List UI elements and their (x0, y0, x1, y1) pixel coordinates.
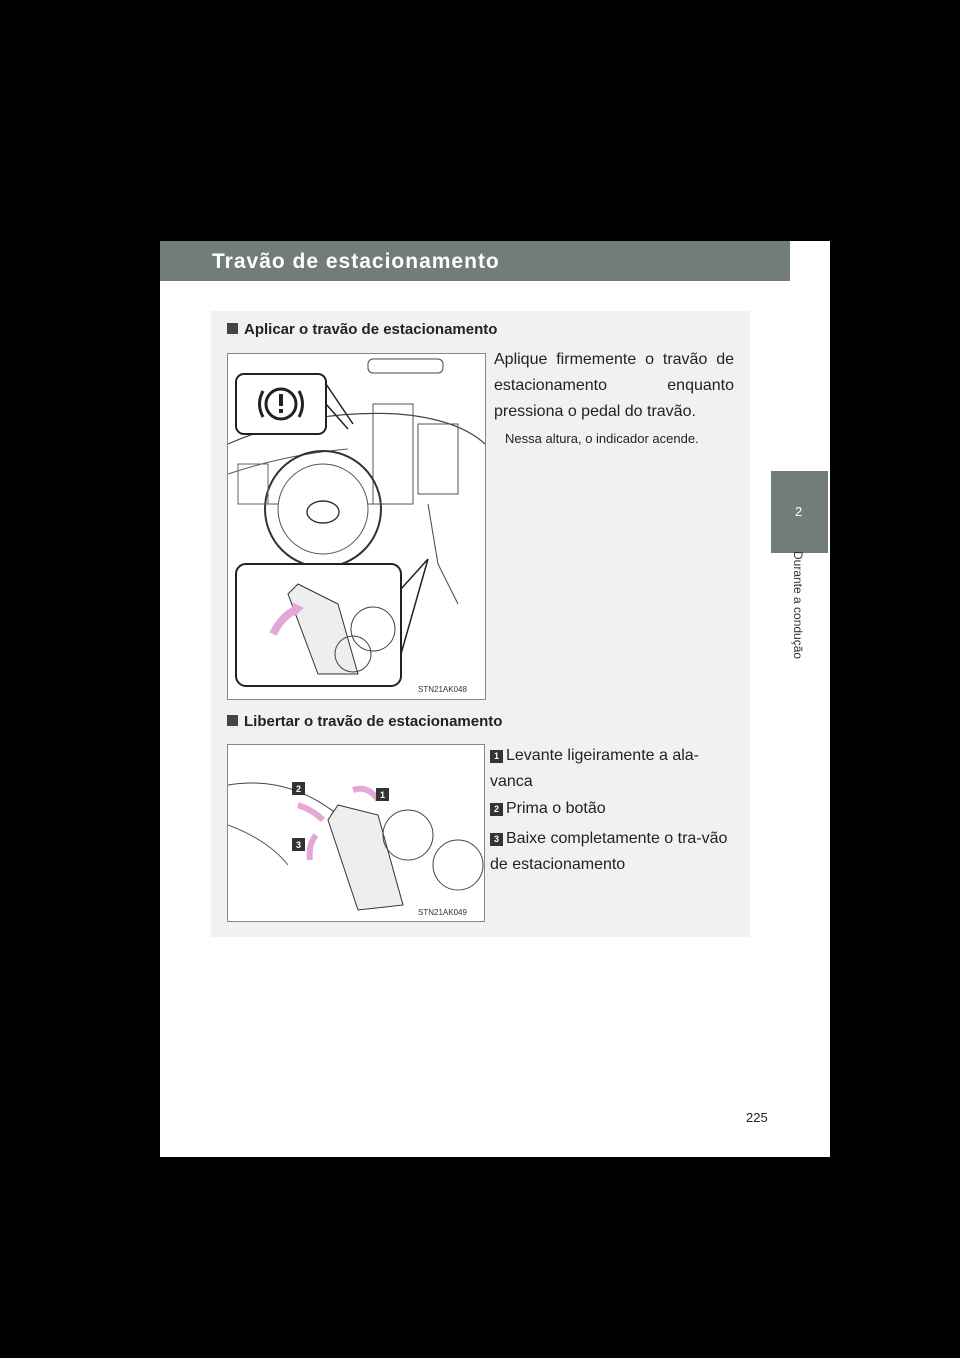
apply-instruction: Aplique firmemente o travão de estacionamento enquanto pressiona o pedal do travão. (494, 351, 734, 420)
image-code: STN21AK048 (418, 685, 467, 694)
svg-text:3: 3 (295, 840, 302, 850)
release-step-1 (490, 743, 734, 795)
lever-illustration (228, 745, 484, 921)
square-bullet-icon (227, 323, 238, 334)
image-code: STN21AK049 (418, 908, 467, 917)
release-step-2 (490, 796, 734, 822)
release-step-3-text: Baixe completamente o tra-vão de estacionamento (490, 830, 728, 873)
content-panel (211, 311, 750, 937)
apply-note: Nessa altura, o indicador acende. (505, 431, 699, 446)
svg-text:2: 2 (295, 784, 302, 794)
step-number-badge: 3 (490, 833, 503, 846)
title-bar (160, 241, 790, 281)
section-heading-apply-text: Aplicar o travão de estacionamento (244, 321, 498, 338)
illustration-apply-brake (227, 353, 486, 700)
step-number-badge: 2 (490, 803, 503, 816)
page-title: Travão de estacionamento (212, 250, 500, 273)
square-bullet-icon (227, 715, 238, 726)
section-heading-release (227, 713, 502, 730)
release-step-2-text: Prima o botão (506, 800, 606, 817)
section-heading-apply (227, 321, 497, 338)
svg-text:1: 1 (379, 790, 386, 800)
release-step-3 (490, 826, 734, 878)
illustration-release-brake (227, 744, 485, 922)
dashboard-illustration (228, 354, 485, 699)
manual-page (160, 241, 830, 1157)
chapter-tab (771, 471, 828, 553)
chapter-number: 2 (795, 504, 803, 519)
page-number: 225 (746, 1110, 768, 1125)
chapter-label-text: Durante a condução (791, 551, 805, 660)
release-step-1-text: Levante ligeiramente a ala-vanca (490, 747, 700, 790)
step-number-badge: 1 (490, 750, 503, 763)
section-heading-release-text: Libertar o travão de estacionamento (244, 713, 503, 730)
chapter-label (779, 551, 819, 691)
